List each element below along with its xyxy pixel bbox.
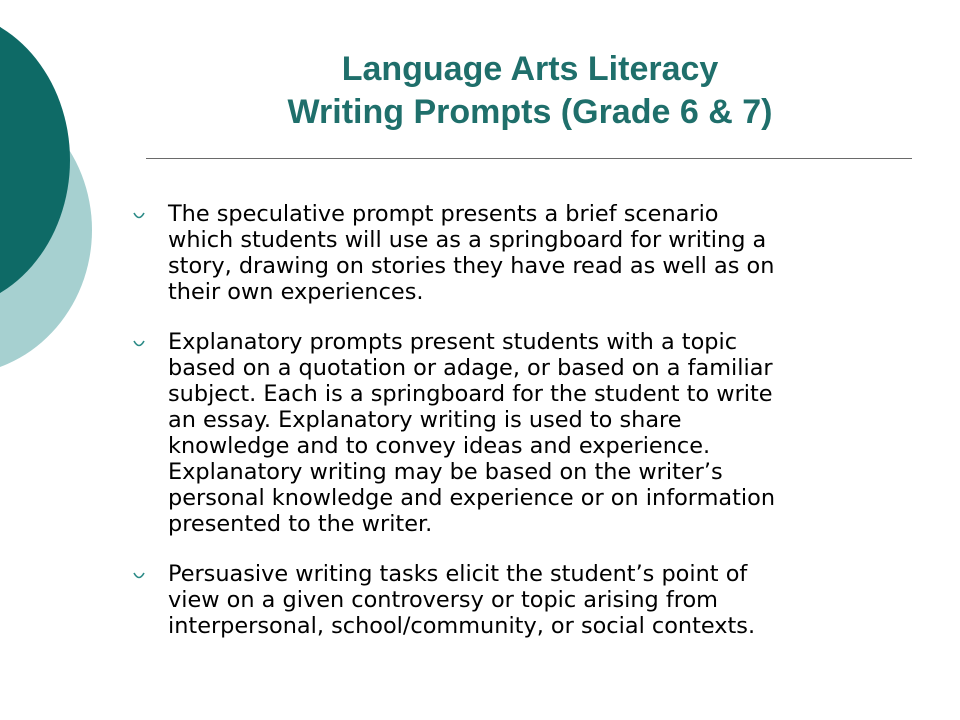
title-line-1: Language Arts Literacy	[341, 50, 719, 88]
bullet-list	[128, 201, 908, 663]
bullet-speculative	[128, 201, 908, 305]
bullet-line: which students will use as a springboard for writing a	[168, 227, 767, 253]
bullet-line: their own experiences.	[168, 279, 424, 305]
bullet-line: based on a quotation or adage, or based on a familiar	[168, 355, 773, 381]
bullet-line: story, drawing on stories they have read as well as on	[168, 253, 775, 279]
bullet-line: knowledge and to convey ideas and experience.	[168, 433, 711, 459]
bullet-line: presented to the writer.	[168, 511, 433, 537]
bullet-line: personal knowledge and experience or on information	[168, 485, 776, 511]
bullet-line: an essay. Explanatory writing is used to share	[168, 407, 682, 433]
bullet-line: Explanatory prompts present students with a topic	[168, 329, 738, 355]
bullet-line: view on a given controversy or topic arising from	[168, 587, 718, 613]
decorative-circles	[0, 0, 110, 400]
bullet-line: interpersonal, school/community, or social contexts.	[168, 613, 756, 639]
bullet-marker-icon	[132, 337, 146, 351]
bullet-marker-icon	[132, 209, 146, 223]
bullet-persuasive	[128, 561, 908, 639]
title-line-2: Writing Prompts (Grade 6 & 7)	[287, 93, 773, 131]
bullet-line: The speculative prompt presents a brief scenario	[168, 201, 719, 227]
title-divider	[146, 158, 912, 159]
bullet-line: Persuasive writing tasks elicit the student’s point of	[168, 561, 748, 587]
bullet-explanatory	[128, 329, 908, 537]
slide-title	[150, 48, 910, 134]
bullet-line: Explanatory writing may be based on the writer’s	[168, 459, 723, 485]
bullet-marker-icon	[132, 569, 146, 583]
bullet-line: subject. Each is a springboard for the student to write	[168, 381, 773, 407]
